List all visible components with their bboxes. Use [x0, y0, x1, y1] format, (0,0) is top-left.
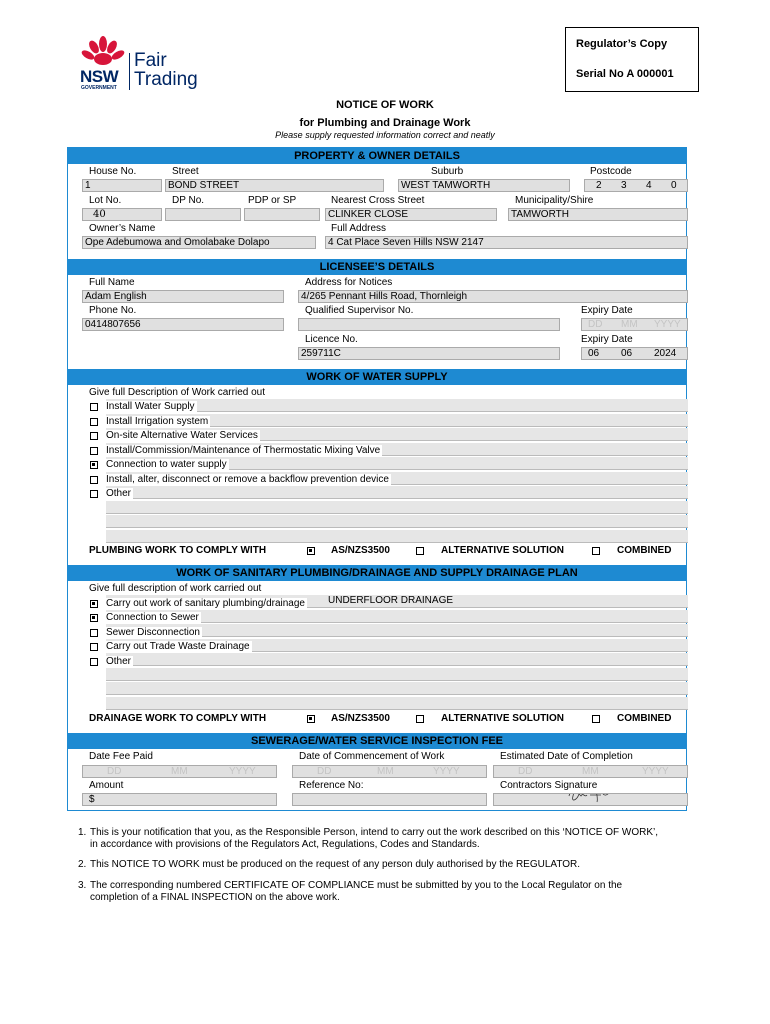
water-item-label: On-site Alternative Water Services	[106, 430, 258, 441]
logo-divider	[129, 53, 130, 90]
government-wordmark: GOVERNMENT	[81, 85, 117, 91]
municipality-field[interactable]: TAMWORTH	[508, 208, 688, 221]
street-field[interactable]: BOND STREET	[165, 179, 384, 192]
cross-street-field[interactable]: CLINKER CLOSE	[325, 208, 497, 221]
postcode-digit-1: 2	[596, 180, 602, 191]
water-item-label: Install Water Supply	[106, 401, 195, 412]
note-number: 2.	[78, 859, 87, 870]
drainage-option-label: AS/NZS3500	[331, 713, 390, 724]
drainage-option-combined-checkbox[interactable]	[592, 715, 600, 723]
plumbing-option-combined-checkbox[interactable]	[592, 547, 600, 555]
expiry-date-label-2: Expiry Date	[581, 334, 633, 345]
commencement-month: MM	[377, 766, 394, 777]
expiry-date-label-1: Expiry Date	[581, 305, 633, 316]
plumbing-option-alternative-checkbox[interactable]	[416, 547, 424, 555]
trading-wordmark: Trading	[134, 69, 198, 90]
signature-field[interactable]	[493, 793, 688, 806]
note-text: This NOTICE TO WORK must be produced on the request of any person duly authorised by the REGULATOR.	[90, 859, 581, 870]
sanitary-item-label: Carry out Trade Waste Drainage	[106, 641, 250, 652]
sanitary-desc-line[interactable]	[106, 697, 688, 710]
suburb-field[interactable]: WEST TAMWORTH	[398, 179, 570, 192]
pdp-sp-field[interactable]	[244, 208, 320, 221]
nsw-wordmark: NSW	[80, 67, 119, 86]
water-item-label: Install Irrigation system	[106, 416, 209, 427]
sanitary-item-label: Carry out work of sanitary plumbing/drainage	[106, 598, 305, 609]
water-checkbox-install-supply[interactable]	[90, 403, 98, 411]
water-desc-label: Give full Description of Work carried out	[89, 387, 265, 398]
expiry2-day: 06	[588, 348, 600, 359]
dp-no-field[interactable]	[165, 208, 241, 221]
reference-label: Reference No:	[299, 780, 364, 791]
commencement-day: DD	[317, 766, 332, 777]
water-desc-line[interactable]	[106, 530, 688, 543]
plumbing-option-label: COMBINED	[617, 545, 672, 556]
note-number: 1.	[78, 827, 87, 838]
suburb-label: Suburb	[431, 166, 464, 177]
expiry-date-field-1[interactable]	[581, 318, 688, 331]
dp-no-label: DP No.	[172, 195, 205, 206]
amount-label: Amount	[89, 780, 124, 791]
postcode-digit-2: 3	[621, 180, 627, 191]
lot-no-label: Lot No.	[89, 195, 122, 206]
sanitary-checkbox-trade-waste[interactable]	[90, 643, 98, 651]
full-name-label: Full Name	[89, 277, 135, 288]
drainage-option-label: ALTERNATIVE SOLUTION	[441, 713, 564, 724]
sanitary-item-label: Other	[106, 656, 132, 667]
postcode-label: Postcode	[590, 166, 632, 177]
fee-paid-day: DD	[107, 766, 122, 777]
water-checkbox-irrigation[interactable]	[90, 418, 98, 426]
serial-number: Serial No A 000001	[576, 68, 674, 80]
regulator-copy-title: Regulator’s Copy	[576, 38, 668, 50]
water-checkbox-tmv[interactable]	[90, 447, 98, 455]
section-property-owner: PROPERTY & OWNER DETAILS	[68, 148, 686, 164]
sanitary-item-label: Connection to Sewer	[106, 612, 199, 623]
fee-paid-year: YYYY	[229, 766, 256, 777]
owner-field[interactable]: Ope Adebumowa and Omolabake Dolapo	[82, 236, 316, 249]
street-label: Street	[172, 166, 199, 177]
full-name-field[interactable]: Adam English	[82, 290, 284, 303]
section-licensee: LICENSEE’S DETAILS	[68, 259, 686, 275]
expiry2-month: 06	[621, 348, 633, 359]
lot-no-field[interactable]: 40	[82, 208, 162, 221]
completion-month: MM	[582, 766, 599, 777]
supervisor-field[interactable]	[298, 318, 560, 331]
commencement-field[interactable]	[292, 765, 487, 778]
full-address-label: Full Address	[331, 223, 387, 234]
commencement-label: Date of Commencement of Work	[299, 751, 445, 762]
licence-no-label: Licence No.	[305, 334, 358, 345]
cross-street-label: Nearest Cross Street	[331, 195, 425, 206]
address-notices-field[interactable]: 4/265 Pennant Hills Road, Thornleigh	[298, 290, 688, 303]
expiry1-day: DD	[588, 319, 603, 330]
water-item-label: Connection to water supply	[106, 459, 227, 470]
plumbing-option-label: AS/NZS3500	[331, 545, 390, 556]
drainage-comply-label: DRAINAGE WORK TO COMPLY WITH	[89, 713, 267, 724]
date-fee-paid-label: Date Fee Paid	[89, 751, 153, 762]
municipality-label: Municipality/Shire	[515, 195, 594, 206]
form-subtitle: for Plumbing and Drainage Work	[299, 117, 471, 129]
completion-day: DD	[518, 766, 533, 777]
sanitary-checkbox-sewer-connection[interactable]	[90, 614, 98, 622]
house-no-field[interactable]: 1	[82, 179, 162, 192]
signature-scribble	[567, 793, 611, 804]
water-item-label: Other	[106, 488, 132, 499]
form-title: NOTICE OF WORK	[336, 99, 434, 111]
phone-label: Phone No.	[89, 305, 137, 316]
sanitary-checkbox-sanitary-work[interactable]	[90, 600, 98, 608]
expiry-date-field-2[interactable]	[581, 347, 688, 360]
nsw-fair-trading-logo	[80, 36, 210, 92]
section-inspection-fee: SEWERAGE/WATER SERVICE INSPECTION FEE	[68, 733, 686, 749]
phone-field[interactable]: 0414807656	[82, 318, 284, 331]
fair-wordmark: Fair	[134, 50, 167, 71]
water-desc-line[interactable]	[106, 501, 688, 514]
water-item-label: Install, alter, disconnect or remove a backflow prevention device	[106, 474, 389, 485]
note-text: The corresponding numbered CERTIFICATE OF COMPLIANCE must be submitted by you to the Local Regulator on the completion of a FINAL INSPECTION on the above work.	[90, 880, 623, 903]
signature-label: Contractors Signature	[500, 780, 598, 791]
section-water-supply: WORK OF WATER SUPPLY	[68, 369, 686, 385]
form-instruction: Please supply requested information correct and neatly	[275, 130, 495, 140]
water-desc-line[interactable]	[106, 515, 688, 528]
sanitary-desc-line[interactable]	[106, 668, 688, 681]
pdp-sp-label: PDP or SP	[248, 195, 297, 206]
expiry2-year: 2024	[654, 348, 677, 359]
water-desc-line[interactable]	[106, 486, 688, 499]
reference-field[interactable]	[292, 793, 487, 806]
water-checkbox-connection[interactable]	[90, 461, 98, 469]
supervisor-label: Qualified Supervisor No.	[305, 305, 414, 316]
plumbing-option-label: ALTERNATIVE SOLUTION	[441, 545, 564, 556]
water-checkbox-backflow[interactable]	[90, 476, 98, 484]
sanitary-checkbox-other[interactable]	[90, 658, 98, 666]
note-1	[78, 827, 668, 851]
note-3	[78, 880, 668, 904]
postcode-digit-4: 0	[671, 180, 677, 191]
completion-year: YYYY	[642, 766, 669, 777]
regulator-copy-box	[565, 27, 699, 92]
note-number: 3.	[78, 880, 87, 891]
fee-paid-month: MM	[171, 766, 188, 777]
amount-field[interactable]: $	[82, 793, 277, 806]
water-checkbox-alternative-water[interactable]	[90, 432, 98, 440]
address-notices-label: Address for Notices	[305, 277, 393, 288]
plumbing-comply-label: PLUMBING WORK TO COMPLY WITH	[89, 545, 267, 556]
licence-no-field[interactable]: 259711C	[298, 347, 560, 360]
note-2	[78, 859, 668, 871]
date-fee-paid-field[interactable]	[82, 765, 277, 778]
sanitary-item-label: Sewer Disconnection	[106, 627, 200, 638]
commencement-year: YYYY	[433, 766, 460, 777]
section-sanitary-drainage: WORK OF SANITARY PLUMBING/DRAINAGE AND SUPPLY DRAINAGE PLAN	[68, 565, 686, 581]
sanitary-desc-line[interactable]	[106, 653, 688, 666]
completion-label: Estimated Date of Completion	[500, 751, 633, 762]
sanitary-checkbox-sewer-disconnection[interactable]	[90, 629, 98, 637]
expiry1-year: YYYY	[654, 319, 681, 330]
postcode-field[interactable]	[584, 179, 688, 192]
owner-label: Owner’s Name	[89, 223, 156, 234]
drainage-option-label: COMBINED	[617, 713, 672, 724]
sanitary-desc-label: Give full description of work carried out	[89, 583, 262, 594]
waratah-icon	[80, 36, 126, 70]
postcode-digit-3: 4	[646, 180, 652, 191]
drainage-option-alternative-checkbox[interactable]	[416, 715, 424, 723]
completion-field[interactable]	[493, 765, 688, 778]
sanitary-desc-line[interactable]	[106, 682, 688, 695]
plumbing-option-asnzs-checkbox[interactable]	[307, 547, 315, 555]
drainage-option-asnzs-checkbox[interactable]	[307, 715, 315, 723]
house-no-label: House No.	[89, 166, 137, 177]
note-text: This is your notification that you, as the Responsible Person, intend to carry out the work described on this ‘NOTICE OF WORK’, in accordance with provisions of the Regulators Act, Regulations, Codes and Standards.	[90, 827, 659, 850]
sanitary-work-value[interactable]: UNDERFLOOR DRAINAGE	[328, 595, 454, 606]
expiry1-month: MM	[621, 319, 638, 330]
water-checkbox-other[interactable]	[90, 490, 98, 498]
water-item-label: Install/Commission/Maintenance of Thermostatic Mixing Valve	[106, 445, 381, 456]
full-address-field[interactable]: 4 Cat Place Seven Hills NSW 2147	[325, 236, 688, 249]
